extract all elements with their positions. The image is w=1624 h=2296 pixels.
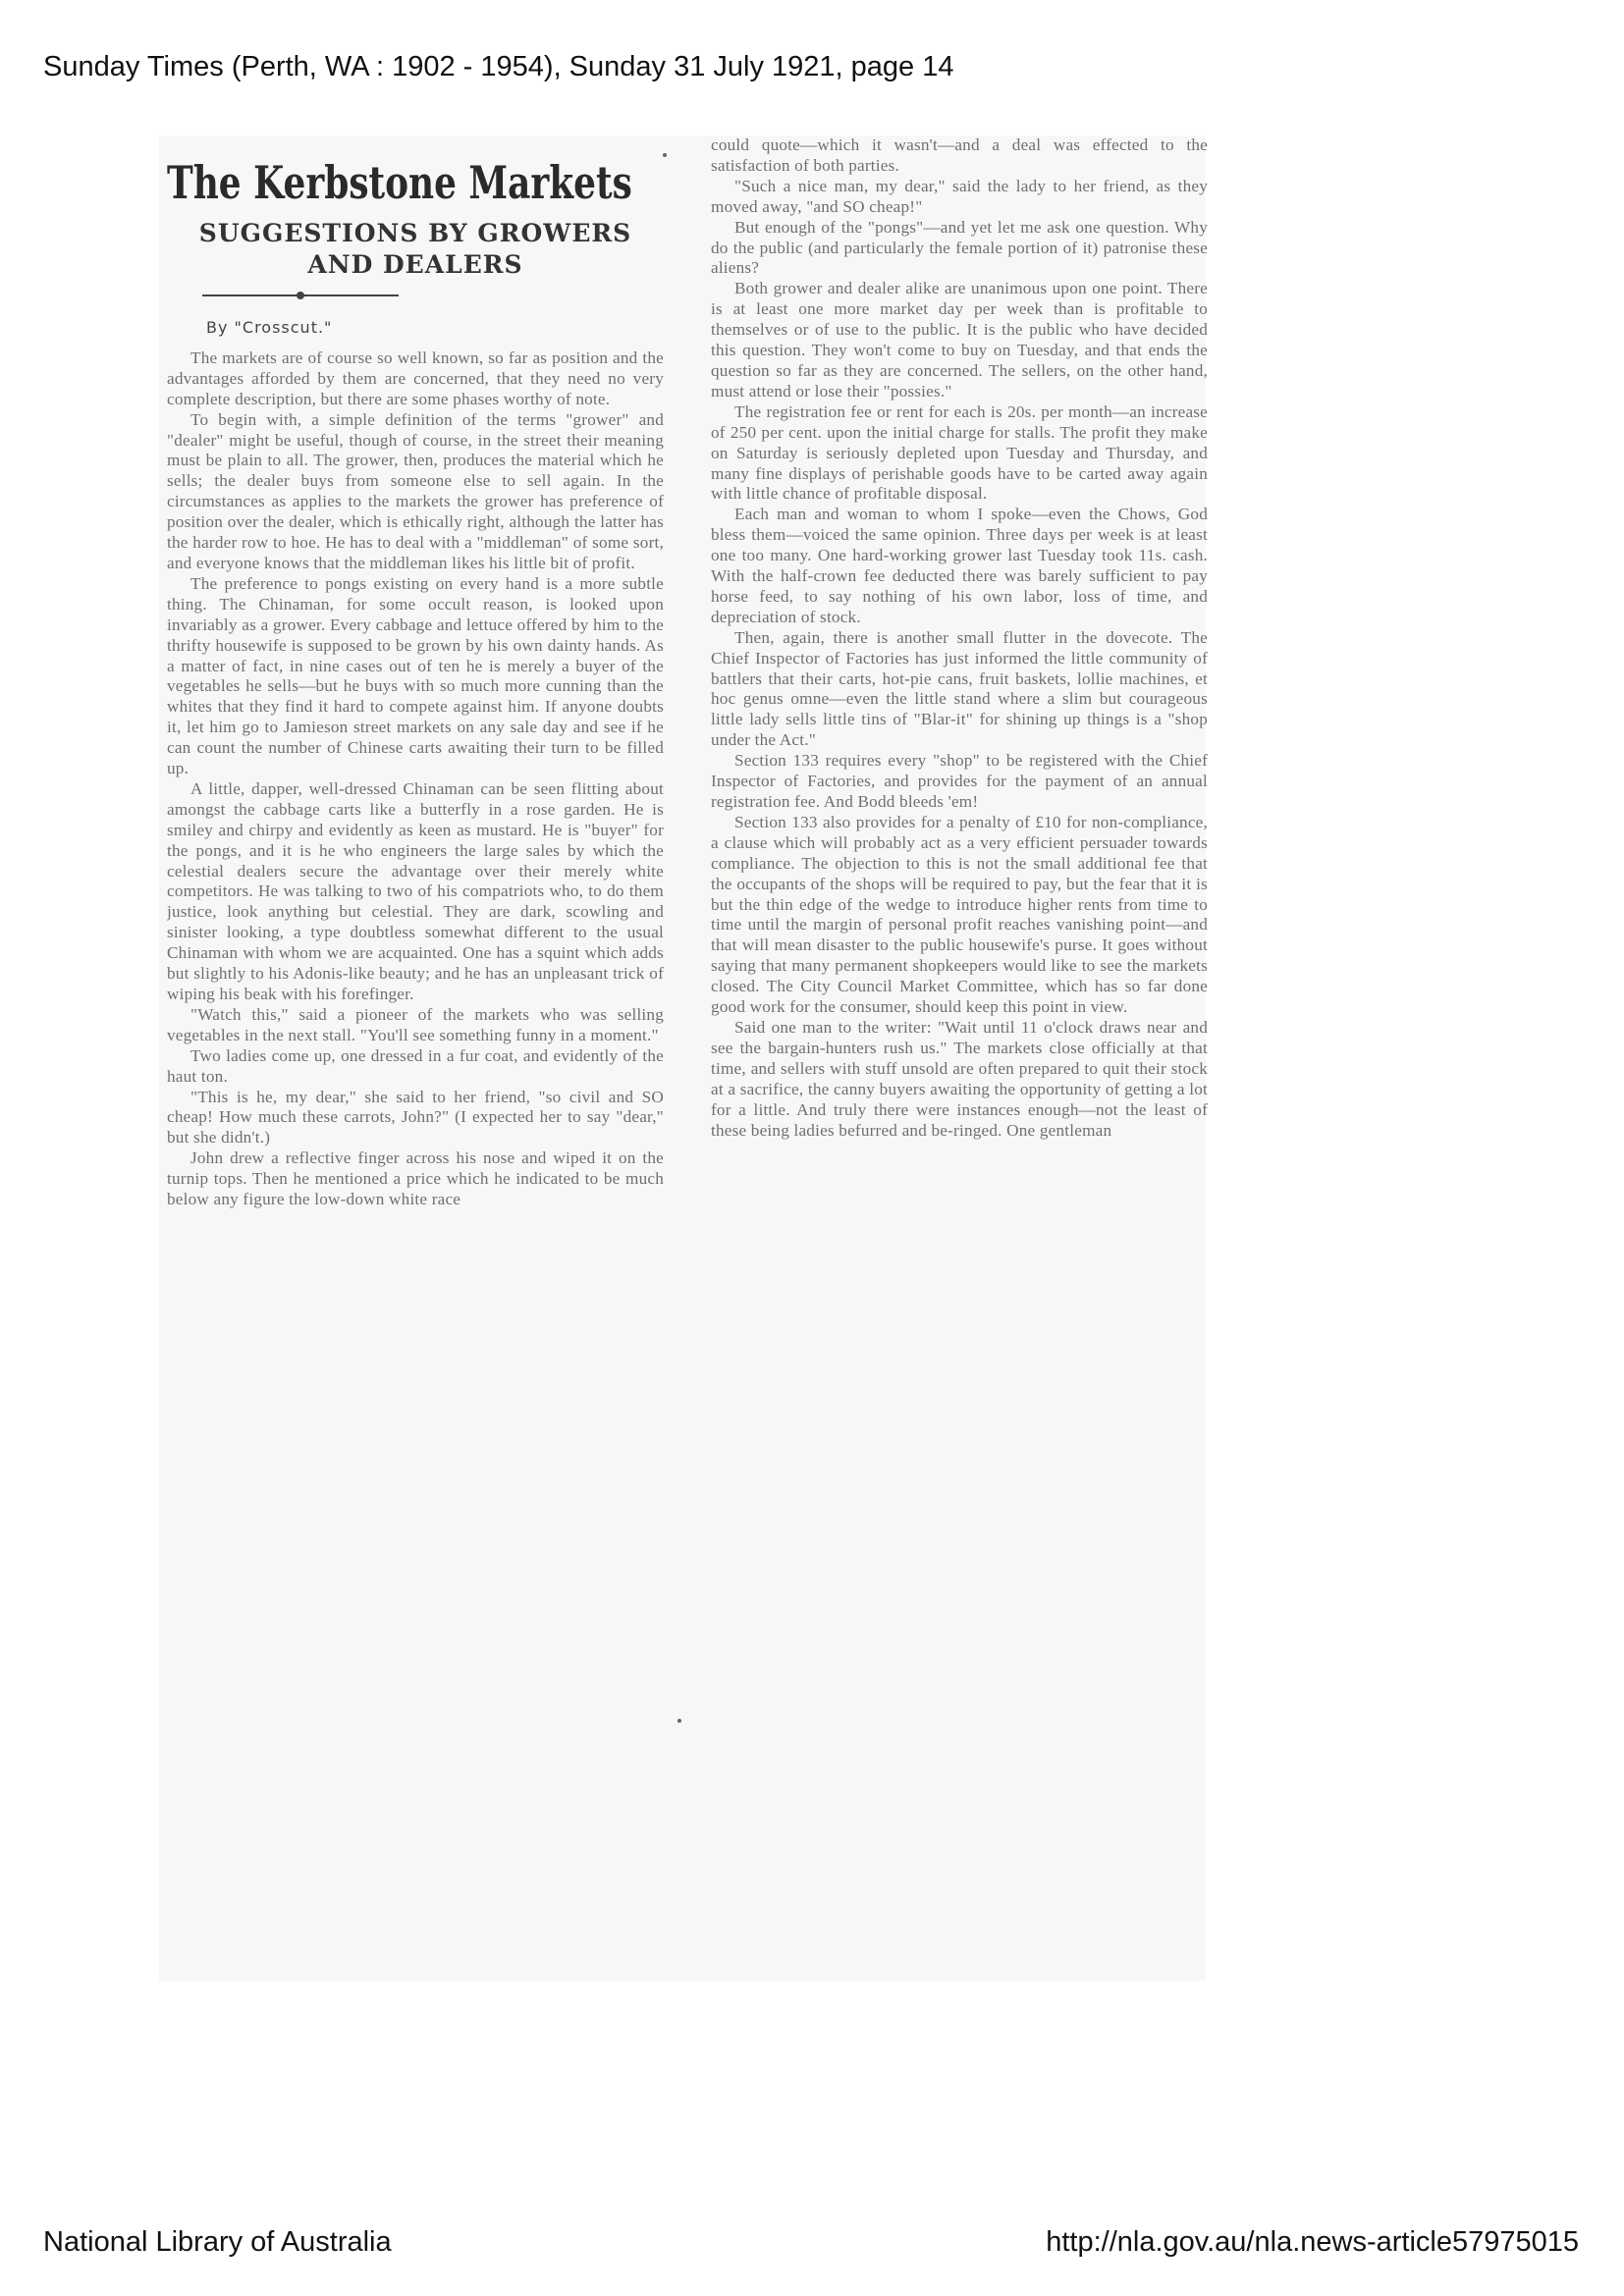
paragraph: Section 133 also provides for a penalty of £10 for non-compliance, a clause which will probably act as a very efficient persuader towards compliance. The objection to this is not the small additional fee that the occupants of the shops will be required to pay, but the fear that it is but the thin edge of the wedge to introduce higher rents from time to time until the margin of personal profit reaches vanishing point—and that will mean disaster to the public housewife's purse. It goes without saying that many permanent shopkeepers would like to see the markets closed. The City Council Market Committee, which has so far done good work for the consumer, should keep this point in view. bbox=[711, 812, 1208, 1017]
paragraph: Both grower and dealer alike are unanimous upon one point. There is at least one more market day per week than is profitable to themselves or of use to the public. It is the public who have decided this question. They won't come to buy on Tuesday, and that ends the question so far as they are concerned. The sellers, on the other hand, must attend or lose their "possies." bbox=[711, 279, 1208, 400]
paragraph: A little, dapper, well-dressed Chinaman can be seen flitting about amongst the cabbage carts like a butterfly in a rose garden. He is smiley and chirpy and evidently as keen as mustard. He is "buyer" for the pongs, and it is he who engineers the large sales by which the celestial dealers secure the advantage over their merely white competitors. He was talking to two of his compatriots who, to do them justice, look anything but celestial. They are dark, scowling and sinister looking, a type doubtless somewhat different to the usual Chinaman with whom we are acquainted. One has a squint which adds but slightly to his Adonis-like beauty; and he has an unpleasant trick of wiping his beak with his forefinger. bbox=[167, 778, 664, 1003]
paragraph: Section 133 requires every "shop" to be registered with the Chief Inspector of Factories, and provides for the payment of an annual registration fee. And Bodd bleeds 'em! bbox=[711, 751, 1208, 811]
scan-speck bbox=[677, 1719, 681, 1723]
paragraph: Said one man to the writer: "Wait until 11 o'clock draws near and see the bargain-hunters rush us." The markets close officially at that time, and sellers with stuff unsold are often prepared to quit their stock at a sacrifice, the canny buyers awaiting the opportunity of getting a lot for a little. And truly there were instances enough—not the least of these being ladies befurred and be-ringed. One gentleman bbox=[711, 1017, 1208, 1140]
article-headline: The Kerbstone Markets bbox=[167, 156, 632, 209]
paragraph: John drew a reflective finger across his nose and wiped it on the turnip tops. Then he mentioned a price which he indicated to be much below any figure the low-down white race bbox=[167, 1148, 664, 1209]
paragraph: The preference to pongs existing on every hand is a more subtle thing. The Chinaman, for some occult reason, is looked upon invariably as a grower. Every cabbage and lettuce offered by him to the thrifty housewife is supposed to be grown by his own dainty hands. As a matter of fact, in nine cases out of ten he is merely a buyer of the vegetables he sells—but he buys with so much more cunning than the whites that they find it hard to compete against him. If anyone doubts it, let him go to Jamieson street markets on any sale day and see if he can count the number of Chinese carts awaiting their turn to be filled up. bbox=[167, 573, 664, 778]
paragraph: Each man and woman to whom I spoke—even the Chows, God bless them—voiced the same opinion. Three days per week is at least one too many. One hard-working grower last Tuesday took 11s. cash. With the half-crown fee deducted there was barely sufficient to pay horse feed, to say nothing of his own labor, loss of time, and depreciation of stock. bbox=[711, 505, 1208, 626]
ornamental-rule bbox=[202, 294, 399, 296]
paragraph-continued: could quote—which it wasn't—and a deal was effected to the satisfaction of both parties. bbox=[711, 135, 1208, 175]
newspaper-clipping bbox=[159, 135, 1206, 1981]
article-column-2 bbox=[711, 135, 1208, 1981]
footer-url-link[interactable]: http://nla.gov.au/nla.news-article57975015 bbox=[1046, 2226, 1579, 2258]
paragraph: Two ladies come up, one dressed in a fur coat, and evidently of the haut ton. bbox=[167, 1045, 664, 1086]
paragraph: The registration fee or rent for each is 20s. per month—an increase of 250 per cent. upon the initial charge for stalls. The profit they make on Saturday is seriously depleted upon Tuesday and Thursday, and many fine displays of perishable goods have to be carted away again with little chance of profitable disposal. bbox=[711, 401, 1208, 504]
paragraph: The markets are of course so well known, so far as position and the advantages afforded by them are concerned, that they need no very complete description, but there are some phases worthy of note. bbox=[167, 347, 664, 408]
article-subheadline: SUGGESTIONS BY GROWERS AND DEALERS bbox=[198, 219, 632, 279]
paragraph: "Watch this," said a pioneer of the markets who was selling vegetables in the next stall. "You'll see something funny in a moment." bbox=[167, 1004, 664, 1044]
article-column-1 bbox=[167, 135, 664, 1981]
paragraph: But enough of the "pongs"—and yet let me ask one question. Why do the public (and particularly the female portion of it) patronise these aliens? bbox=[711, 217, 1208, 278]
paragraph: Then, again, there is another small flutter in the dovecote. The Chief Inspector of Factories has just informed the little community of battlers that their carts, hot-pie cans, fruit baskets, lollie machines, et hoc genus omne—even the little stand where a slim but courageous little lady sells little tins of "Blar-it" for shining up things is a "shop under the Act." bbox=[711, 627, 1208, 750]
scan-speck bbox=[663, 153, 667, 157]
article-byline: By "Crosscut." bbox=[206, 318, 333, 337]
page-header-title: Sunday Times (Perth, WA : 1902 - 1954), Sunday 31 July 1921, page 14 bbox=[43, 51, 954, 82]
paragraph: "Such a nice man, my dear," said the lady to her friend, as they moved away, "and SO cheap!" bbox=[711, 176, 1208, 216]
paragraph: To begin with, a simple definition of the terms "grower" and "dealer" might be useful, though of course, in the street their meaning must be plain to all. The grower, then, produces the material which he sells; the dealer buys from someone else to sell again. In the circumstances as applies to the markets the grower has preference of position over the dealer, which is ethically right, although the latter has the harder row to hoe. He has to deal with a "middleman" of some sort, and everyone knows that the middleman likes his little bit of profit. bbox=[167, 409, 664, 572]
footer-source: National Library of Australia bbox=[43, 2226, 392, 2258]
paragraph: "This is he, my dear," she said to her friend, "so civil and SO cheap! How much these carrots, John?" (I expected her to say "dear," but she didn't.) bbox=[167, 1087, 664, 1148]
